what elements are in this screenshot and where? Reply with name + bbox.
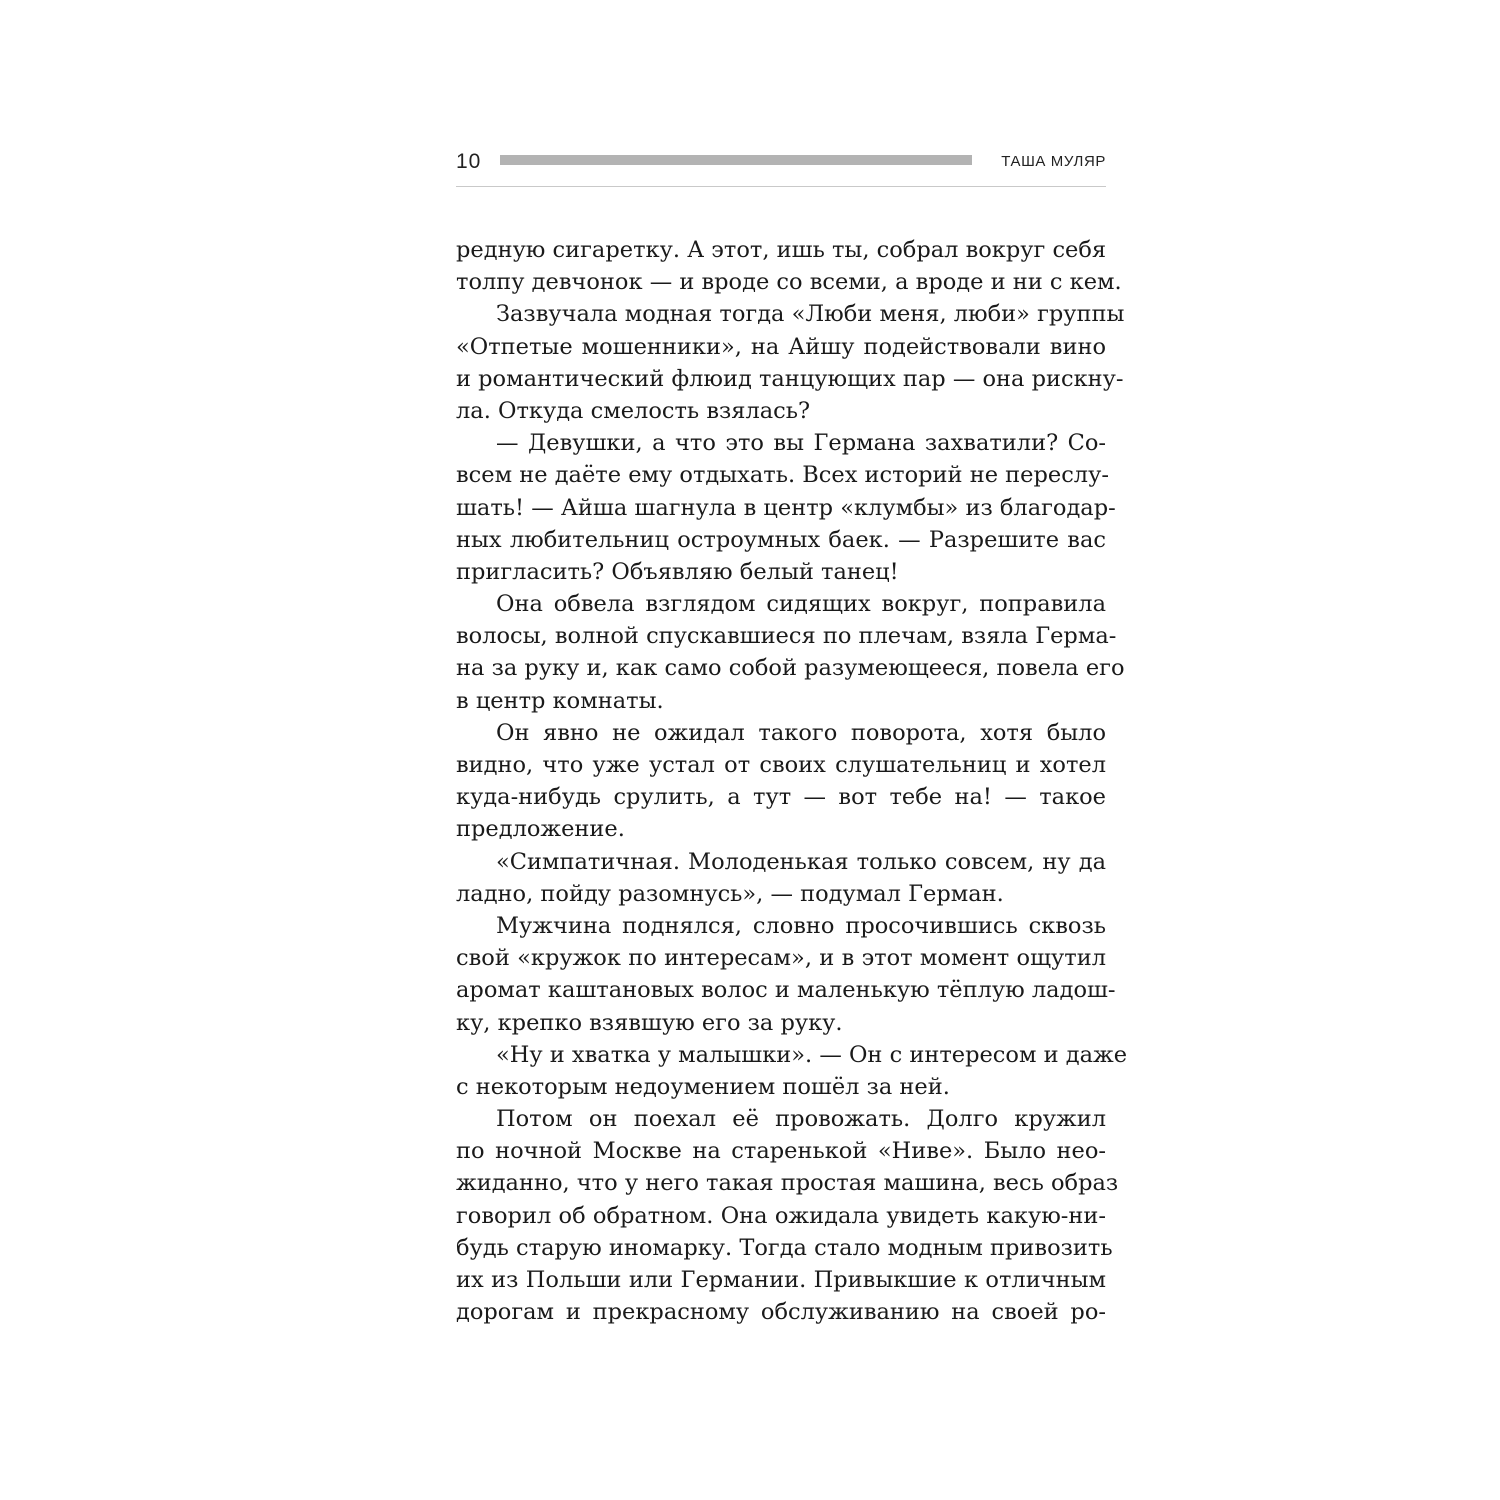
paragraph <box>456 1103 1119 1328</box>
text-line: ладно, пойду разомнусь», — подумал Герман. <box>456 880 1004 907</box>
paragraph <box>456 588 1125 717</box>
text-line: «Симпатичная. Молоденькая только совсем, ну да <box>496 848 1106 875</box>
text-line: в центр комнаты. <box>456 687 664 714</box>
paragraph <box>456 234 1122 298</box>
text-line: «Ну и хватка у малышки». — Он с интересом и даже <box>496 1041 1128 1068</box>
text-line: Мужчина поднялся, словно просочившись сквозь <box>496 912 1106 939</box>
text-line: предложение. <box>456 816 625 843</box>
text-line: толпу девчонок — и вроде со всеми, а вроде и ни с кем. <box>456 269 1122 296</box>
page-header <box>456 140 1106 187</box>
text-line: «Отпетые мошенники», на Айшу подействовали вино <box>456 333 1106 360</box>
text-line: видно, что уже устал от своих слушательниц и хотел <box>456 752 1106 778</box>
text-line: Потом он поехал её провожать. Долго кружил <box>496 1106 1106 1133</box>
text-line: волосы, волной спускавшиеся по плечам, взяла Герма- <box>456 623 1117 650</box>
book-page <box>456 140 1128 1326</box>
paragraph <box>456 910 1116 1039</box>
running-title-author: ТАША МУЛЯР <box>1001 153 1106 170</box>
text-line: дорогам и прекрасному обслуживанию на своей ро- <box>456 1299 1106 1326</box>
paragraph <box>456 717 1106 846</box>
text-line: Зазвучала модная тогда «Люби меня, люби» группы <box>496 301 1125 328</box>
text-line: ла. Откуда смелость взялась? <box>456 397 811 424</box>
paragraph <box>456 298 1125 427</box>
text-line: редную сигаретку. А этот, ишь ты, собрал вокруг себя <box>456 237 1107 263</box>
paragraph <box>456 846 1106 910</box>
text-line: по ночной Москве на старенькой «Ниве». Было нео- <box>456 1138 1106 1165</box>
body-text <box>456 234 1128 1328</box>
text-line: Она обвела взглядом сидящих вокруг, поправила <box>496 591 1106 618</box>
text-line: с некоторым недоумением пошёл за ней. <box>456 1073 950 1100</box>
paragraph <box>456 1039 1128 1103</box>
text-line: свой «кружок по интересам», и в этот момент ощутил <box>456 945 1106 972</box>
text-line: Он явно не ожидал такого поворота, хотя было <box>496 719 1106 746</box>
text-line: ных любительниц остроумных баек. — Разрешите вас <box>456 526 1106 553</box>
text-line: жиданно, что у него такая простая машина, весь образ <box>456 1170 1119 1197</box>
text-line: шать! — Айша шагнула в центр «клумбы» из благодар- <box>456 494 1116 521</box>
page-number: 10 <box>456 150 482 173</box>
text-line: всем не даёте ему отдыхать. Всех историй не переслу- <box>456 462 1109 489</box>
text-line: куда-нибудь срулить, а тут — вот тебе на! — такое <box>456 784 1106 811</box>
text-line: их из Польши или Германии. Привыкшие к отличным <box>456 1267 1106 1293</box>
text-line: — Девушки, а что это вы Германа захватили? Со- <box>496 430 1106 457</box>
text-line: ку, крепко взявшую его за руку. <box>456 1009 843 1036</box>
text-line: на за руку и, как само собой разумеющееся, повела его <box>456 655 1125 682</box>
text-line: и романтический флюид танцующих пар — она рискну- <box>456 365 1124 392</box>
paragraph <box>456 427 1116 588</box>
text-line: аромат каштановых волос и маленькую тёплую ладош- <box>456 977 1116 1004</box>
text-line: будь старую иномарку. Тогда стало модным привозить <box>456 1234 1113 1261</box>
header-decorative-bar <box>500 155 972 165</box>
text-line: говорил об обратном. Она ожидала увидеть какую-ни- <box>456 1202 1106 1229</box>
text-line: пригласить? Объявляю белый танец! <box>456 558 899 585</box>
